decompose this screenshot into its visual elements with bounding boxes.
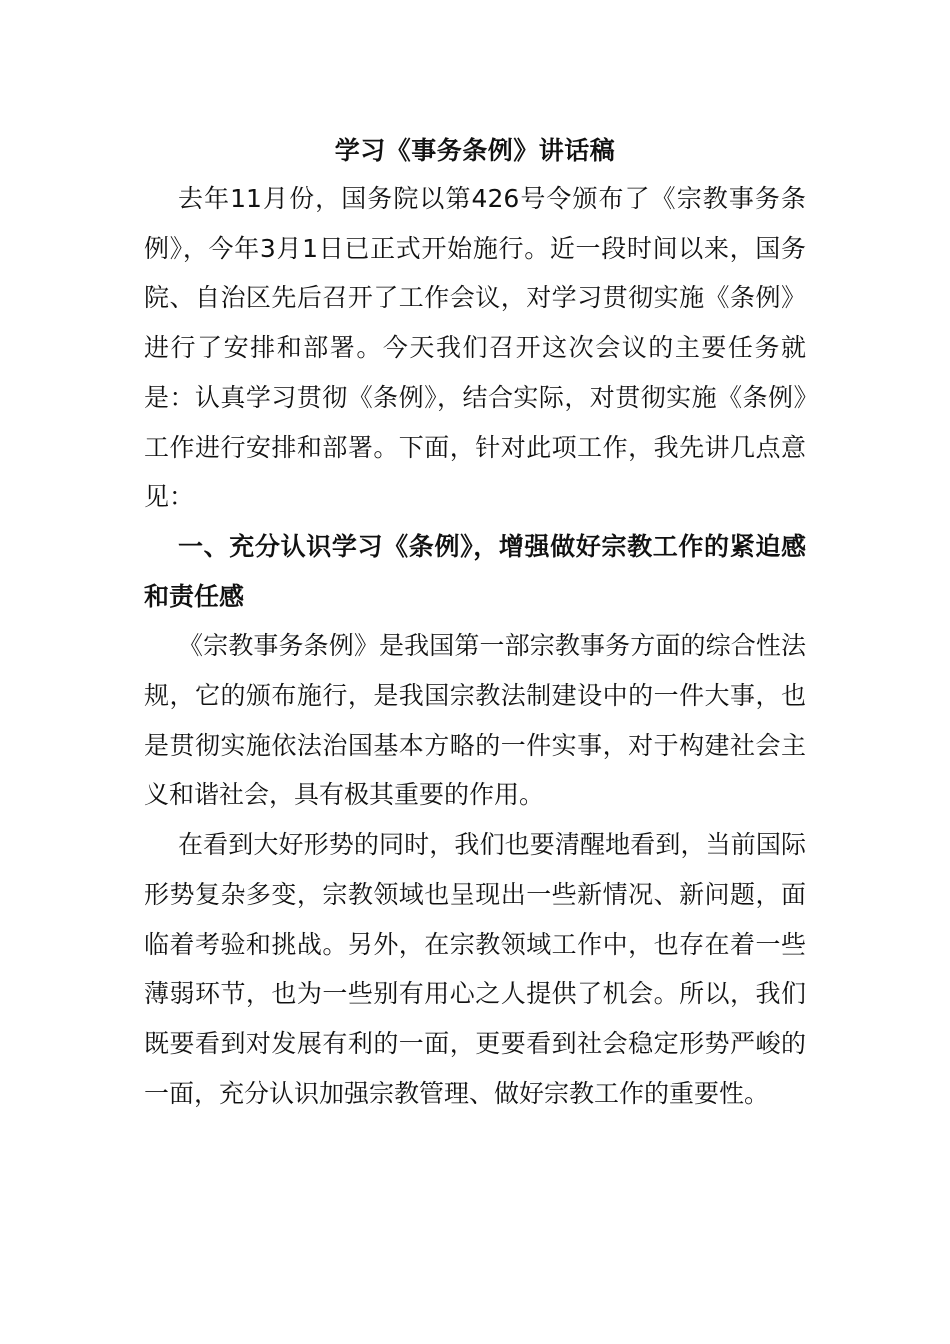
document-title: 学习《事务条例》讲话稿	[334, 136, 616, 165]
section-heading-1: 一、充分认识学习《条例》，增强做好宗教工作的紧迫感和责任感	[144, 531, 806, 611]
paragraph-regulation-significance: 《宗教事务条例》是我国第一部宗教事务方面的综合性法规，它的颁布施行，是我国宗教法制建设中的一件大事，也是贯彻实施依法治国基本方略的一件实事，对于构建社会主义和谐社会，具有极其重要的作用。	[144, 631, 806, 810]
paragraph-situation-analysis: 在看到大好形势的同时，我们也要清醒地看到，当前国际形势复杂多变，宗教领域也呈现出一些新情况、新问题，面临着考验和挑战。另外，在宗教领域工作中，也存在着一些薄弱环节，也为一些别有用心之人提供了机会。所以，我们既要看到对发展有利的一面，更要看到社会稳定形势严峻的一面，充分认识加强宗教管理、做好宗教工作的重要性。	[144, 830, 806, 1108]
document-page	[144, 128, 806, 1118]
paragraph-intro: 去年11月份，国务院以第426号令颁布了《宗教事务条例》，今年3月1日已正式开始施行。近一段时间以来，国务院、自治区先后召开了工作会议，对学习贯彻实施《条例》进行了安排和部署。今天我们召开这次会议的主要任务就是：认真学习贯彻《条例》，结合实际，对贯彻实施《条例》工作进行安排和部署。下面，针对此项工作，我先讲几点意见：	[144, 184, 806, 512]
